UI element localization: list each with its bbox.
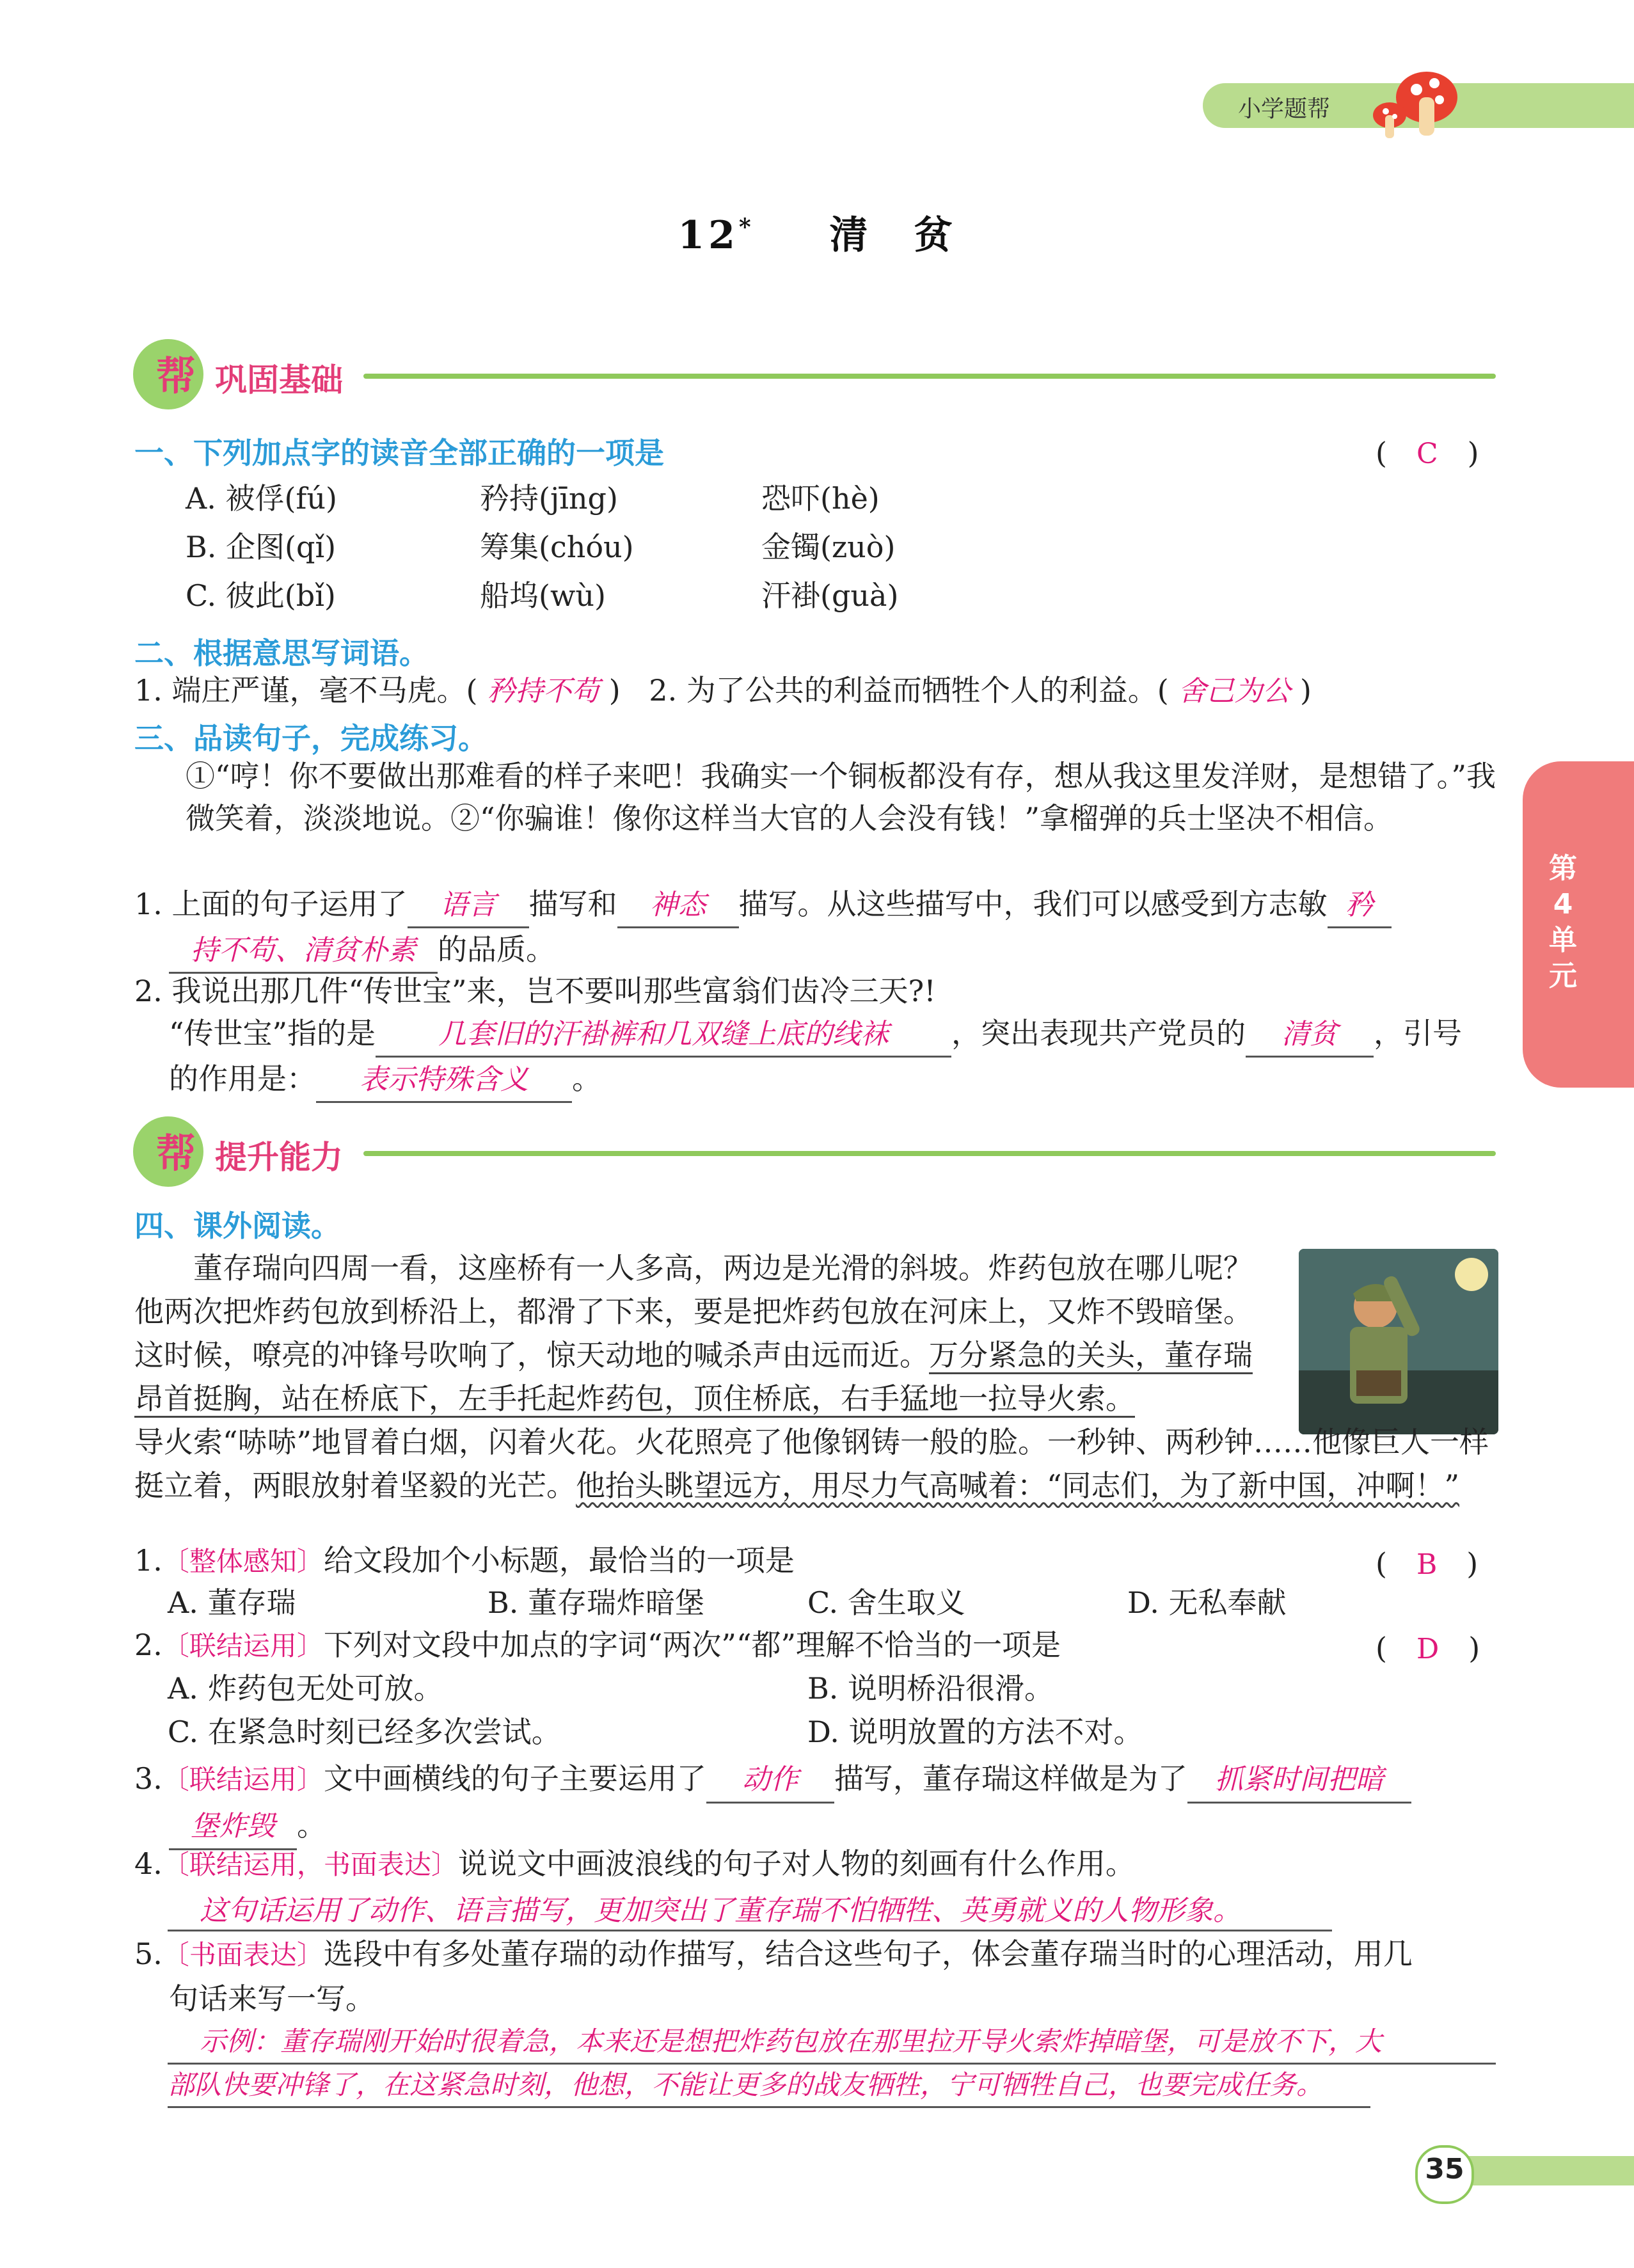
passage-underlined: 万分紧急的关头，董存瑞昂首挺胸，站在桥底下，左手托起炸药包，顶住桥底，右手猛地一拉导火索。 (134, 1338, 1253, 1418)
passage-part1: 董存瑞向四周一看，这座桥有一人多高，两边是光滑的斜坡。炸药包放在哪儿呢？他两次把炸药包放到桥沿上，都滑了下来，要是把炸药包放在河床上，又炸不毁暗堡。这时候，嘹亮的冲锋号吹响了，惊天动地的喊杀声由远而近。 (134, 1251, 1253, 1372)
sub3-tag: 〔联结运用〕 (162, 1764, 324, 1795)
question-1-answer: C (1416, 438, 1438, 470)
question-2-items (134, 670, 1312, 711)
q3-s1-blank2: 神态 (649, 889, 706, 921)
q3-s2-question: 2. 我说出那几件“传世宝”来，岂不要叫那些富翁们齿冷三天?! (134, 974, 936, 1008)
sub1-answer: B (1416, 1548, 1438, 1581)
q3-s2-blank1: 几套旧的汗褂裤和几双缝上底的线袜 (438, 1018, 889, 1051)
sub1-option-c: C. 舍生取义 (807, 1585, 965, 1620)
sub-question-3 (134, 1757, 1497, 1850)
sub5-num: 5. (134, 1937, 163, 1971)
question-3-passage: ①“哼！你不要做出那难看的样子来吧！我确实一个铜板都没有存，想从我这里发洋财，是想错了。”我微笑着，淡淡地说。②“你骗谁！像你这样当大官的人会没有钱！”拿榴弹的兵士坚决不相信。 (186, 759, 1496, 836)
sub2-num: 2. (134, 1628, 163, 1662)
option-c-3: 汗褂(guà) (761, 578, 899, 613)
mushroom-icon (1363, 59, 1465, 148)
question-3-sub1 (134, 883, 1497, 974)
sub5-answer-line-2 (168, 2064, 1370, 2108)
illustration-soldier (1299, 1249, 1498, 1434)
sub2-text: 下列对文段中加点的字词“两次”“都”理解不恰当的一项是 (323, 1628, 1061, 1662)
option-c-1: C. 彼此(bǐ) (186, 578, 336, 613)
option-a-2: 矜持(jīng) (480, 481, 618, 516)
section-badge-char: 帮 (156, 1130, 196, 1177)
sub1-option-d: D. 无私奉献 (1127, 1585, 1287, 1620)
q2-item2-close: ) (1300, 673, 1312, 708)
reading-passage-top (134, 1246, 1280, 1420)
q3-s2-blank3: 表示特殊含义 (360, 1063, 528, 1096)
q3-s2-f: 。 (572, 1061, 601, 1096)
option-row-a (186, 479, 337, 518)
unit-side-label: 第4单元 (1549, 852, 1577, 992)
sub4-num: 4. (134, 1846, 163, 1881)
q2-item2-text: 2. 为了公共的利益而牺牲个人的利益。( (649, 673, 1169, 708)
sub1-option-a: A. 董存瑞 (168, 1585, 296, 1620)
sub2-tag: 〔联结运用〕 (162, 1630, 324, 1661)
reading-passage-bottom (134, 1420, 1497, 1507)
lesson-title (0, 205, 1634, 260)
sub-question-4 (134, 1844, 1135, 1885)
q3-s1-blank1: 语言 (440, 889, 496, 921)
passage-wavy: 他抬头眺望远方，用尽力气高喊着：“同志们，为了新中国，冲啊！” (576, 1468, 1460, 1503)
option-b-2: 筹集(chóu) (480, 530, 634, 564)
q3-s1-d: 描写。从这些描写中，我们可以感受到方志敏 (738, 887, 1328, 921)
sub2-answer-box: ( D ) (1376, 1631, 1480, 1665)
sub4-answer-line (168, 1887, 1332, 1931)
sub4-answer: 这句话运用了动作、语言描写，更加突出了董存瑞不怕牺牲、英勇就义的人物形象。 (200, 1894, 1241, 1927)
soldier-illustration-icon (1299, 1249, 1498, 1434)
q3-s1-c: 描写和 (528, 887, 617, 921)
question-3-sub2 (134, 970, 1497, 1103)
q3-s1-e: 的品质。 (438, 932, 555, 967)
section-label: 巩固基础 (215, 361, 343, 399)
q2-item1-answer: 矜持不苟 (487, 675, 600, 708)
sub3-num: 3. (134, 1761, 163, 1796)
section-header-ability (133, 1116, 1496, 1187)
q3-s1-a: 1. 上面的句子运用了 (134, 887, 408, 921)
sub2-option-b: B. 说明桥沿很滑。 (807, 1671, 1054, 1706)
sub4-text: 说说文中画波浪线的句子对人物的刻画有什么作用。 (457, 1846, 1135, 1881)
option-a-1: A. 被俘(fú) (186, 481, 338, 516)
sub5-answer-line-1 (168, 2020, 1496, 2065)
option-b-3: 金镯(zuò) (761, 530, 896, 564)
sub5-answer-a: 示例：董存瑞刚开始时很着急，本来还是想把炸药包放在那里拉开导火索炸掉暗堡，可是放不下，大 (200, 2026, 1383, 2057)
sub3-blank1: 动作 (742, 1763, 798, 1796)
q3-s1-blank3a: 矜 (1345, 889, 1374, 921)
question-2-title: 二、根据意思写词语。 (134, 636, 429, 670)
sub1-text: 给文段加个小标题，最恰当的一项是 (323, 1543, 795, 1578)
question-1-answer-box: ( C ) (1376, 436, 1479, 470)
q3-s2-c: ，突出表现共产党员的 (951, 1016, 1246, 1051)
sub-question-1 (134, 1541, 795, 1582)
lesson-name: 清 贫 (829, 213, 956, 258)
sub3-text-a: 文中画横线的句子主要运用了 (323, 1761, 706, 1796)
sub3-text-b: 描写，董存瑞这样做是为了 (834, 1761, 1187, 1796)
option-a-3: 恐吓(hè) (761, 481, 880, 516)
sub1-option-b: B. 董存瑞炸暗堡 (488, 1585, 705, 1620)
passage-part2: 导火索“哧哧”地冒着白烟，闪着火花。火花照亮了他像钢铸一般的脸。一秒钟、两秒钟……他像巨人一样挺立着，两眼放射着坚毅的光芒。 (134, 1425, 1489, 1503)
sub-question-5 (134, 1932, 1497, 2020)
sub3-blank2b: 堡炸毁 (191, 1810, 275, 1843)
sub1-answer-box: ( B ) (1376, 1546, 1479, 1581)
lesson-number: 12 (678, 213, 739, 258)
question-3-title: 三、品读句子，完成练习。 (134, 721, 488, 756)
sub3-text-c: 。 (297, 1808, 326, 1843)
sub1-num: 1. (134, 1543, 163, 1578)
sub5-answer-b: 部队快要冲锋了，在这紧急时刻，他想，不能让更多的战友牺牲，宁可牺牲自己，也要完成任务。 (168, 2069, 1324, 2100)
sub-question-2 (134, 1625, 1061, 1666)
sub2-option-a: A. 炸药包无处可放。 (168, 1671, 443, 1706)
question-1-title: 一、下列加点字的读音全部正确的一项是 (134, 436, 664, 470)
sub5-tag: 〔书面表达〕 (162, 1939, 324, 1971)
footer-bar (1460, 2156, 1634, 2185)
q2-item1-text: 1. 端庄严谨，毫不马虎。( (134, 673, 478, 708)
sub1-tag: 〔整体感知〕 (162, 1546, 324, 1577)
lesson-mark: * (738, 214, 755, 241)
sub2-option-c: C. 在紧急时刻已经多次尝试。 (168, 1715, 561, 1749)
sub3-blank2a: 抓紧时间把暗 (1214, 1763, 1384, 1796)
q2-item2-answer: 舍己为公 (1178, 675, 1291, 708)
q3-s2-e: 的作用是： (169, 1061, 316, 1096)
section-label: 提升能力 (215, 1139, 343, 1176)
section-divider (363, 374, 1496, 379)
sub2-option-d: D. 说明放置的方法不对。 (807, 1715, 1143, 1749)
sub5-text-a: 选段中有多处董存瑞的动作描写，结合这些句子，体会董存瑞当时的心理活动，用几 (323, 1937, 1413, 1971)
brand-name: 小学题帮 (1238, 96, 1331, 122)
sub5-text-b: 句话来写一写。 (169, 1981, 375, 2016)
sub2-answer: D (1416, 1633, 1440, 1665)
question-4-title: 四、课外阅读。 (134, 1209, 340, 1243)
section-divider (363, 1151, 1496, 1156)
q3-s2-a: “传世宝”指的是 (169, 1016, 376, 1051)
section-header-basics (133, 339, 1496, 409)
section-badge-char: 帮 (156, 353, 196, 399)
q3-s1-blank3b: 持不苟、清贫朴素 (191, 934, 416, 967)
q3-s2-blank2: 清贫 (1281, 1018, 1338, 1051)
option-c-2: 船坞(wù) (480, 578, 606, 613)
sub4-tag: 〔联结运用，书面表达〕 (162, 1849, 458, 1880)
q3-s2-d: ，引号 (1374, 1016, 1463, 1051)
option-b-1: B. 企图(qǐ) (186, 530, 337, 564)
q2-item1-close: ) (608, 673, 621, 708)
page-number: 35 (1425, 2153, 1464, 2185)
